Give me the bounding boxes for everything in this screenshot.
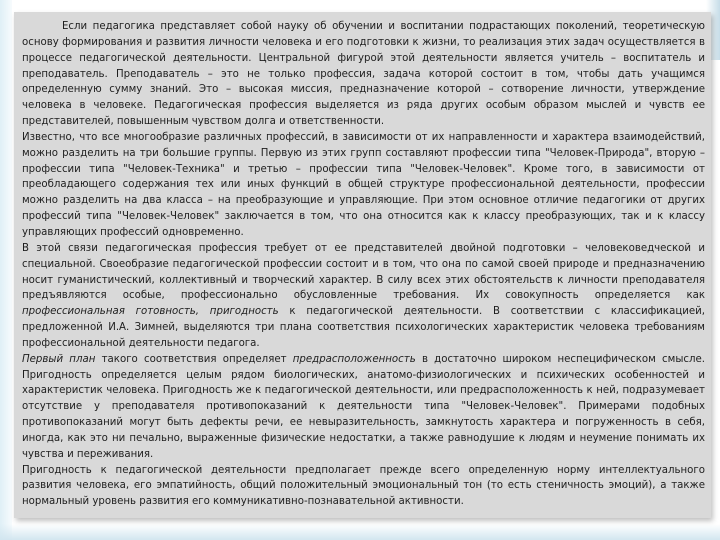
- text-run: к педагогической деятельности. В соответствии с классификацией, предложенной И.А. Зимней, выделяются три плана соответствия психологических характеристик человека требованиям профессиональной деятельности педагога.: [22, 306, 705, 349]
- text-block: [14, 12, 711, 518]
- italic-term-readiness: профессиональная готовность, пригодность: [22, 306, 279, 318]
- text-run: в достаточно широком неспецифическом смысле. Пригодность определяется целым рядом биологических, анатомо-физиологических и психических особенностей и характеристик человека. Пригодность же к педагогической деятельности, или предрасположенность к ней, подразумевает отсутствие у преподавателя противопоказаний к деятельности типа "Человек-Человек". Примерами подобных противопоказаний могут быть дефекты речи, ее невыразительность, замкнутость характера и погруженность в себя, иногда, как это ни печально, выраженные физические недостатки, а также равнодушие к людям и неумение понимать их чувства и переживания.: [22, 353, 705, 460]
- text-run: В этой связи педагогическая профессия требует от ее представителей двойной подготовки – человековедческой и специальной. Своеобразие педагогической профессии состоит и в том, что она по самой своей природе и предназначению носит гуманистический, коллективный и творческий характер. В силу всех этих обстоятельств к личности преподавателя предъявляются особые, профессионально обусловленные требования. Их совокупность определяется как: [22, 242, 705, 302]
- decorative-bottom-band: [0, 524, 720, 540]
- paragraph-requirements: [22, 241, 705, 352]
- text-run: такого соответствия определяет: [95, 353, 293, 365]
- paragraph-first-plan: [22, 352, 705, 463]
- italic-term-predisposition: предрасположенность: [292, 353, 416, 365]
- body-text: [22, 19, 705, 510]
- decorative-left-band: [0, 0, 12, 540]
- paragraph-intro: Если педагогика представляет собой науку об обучении и воспитании подрастающих поколений, теоретическую основу формирования и развития личности человека и его подготовки к жизни, то реализация этих задач осуществляется в процессе педагогической деятельности. Центральной фигурой этой деятельности является учитель – воспитатель и преподаватель. Преподаватель – это не только профессия, задача которой состоит в том, чтобы дать учащимся определенную сумму знаний. Это – высокая миссия, предназначение которой – сотворение личности, утверждение человека в человеке. Педагогическая профессия выделяется из ряда других особым образом мыслей и чувств ее представителей, повышенным чувством долга и ответственности.: [22, 21, 705, 128]
- paragraph-suitability: Пригодность к педагогической деятельности предполагает прежде всего определенную норму интеллектуального развития человека, его эмпатийность, общий положительный эмоциональный тон (то есть стеничность эмоций), а также нормальный уровень развития его коммуникативно-познавательной активности.: [22, 464, 705, 508]
- paragraph-profession-groups: Известно, что все многообразие различных профессий, в зависимости от их направленности и характера взаимодействий, можно разделить на три большие группы. Первую из этих групп составляют профессии типа "Человек-Природа", вторую – профессии типа "Человек-Техника" и третью – профессии типа "Человек-Человек". Кроме того, в зависимости от преобладающего содержания тех или иных функций в общей структуре профессиональной деятельности, профессии можно разделить на два класса – на преобразующие и управляющие. При этом основное отличие педагогики от других профессий типа "Человек-Человек" заключается в том, что она относится как к классу преобразующих, так и к классу управляющих профессий одновременно.: [22, 131, 705, 238]
- italic-term-first-plan: Первый план: [22, 353, 96, 365]
